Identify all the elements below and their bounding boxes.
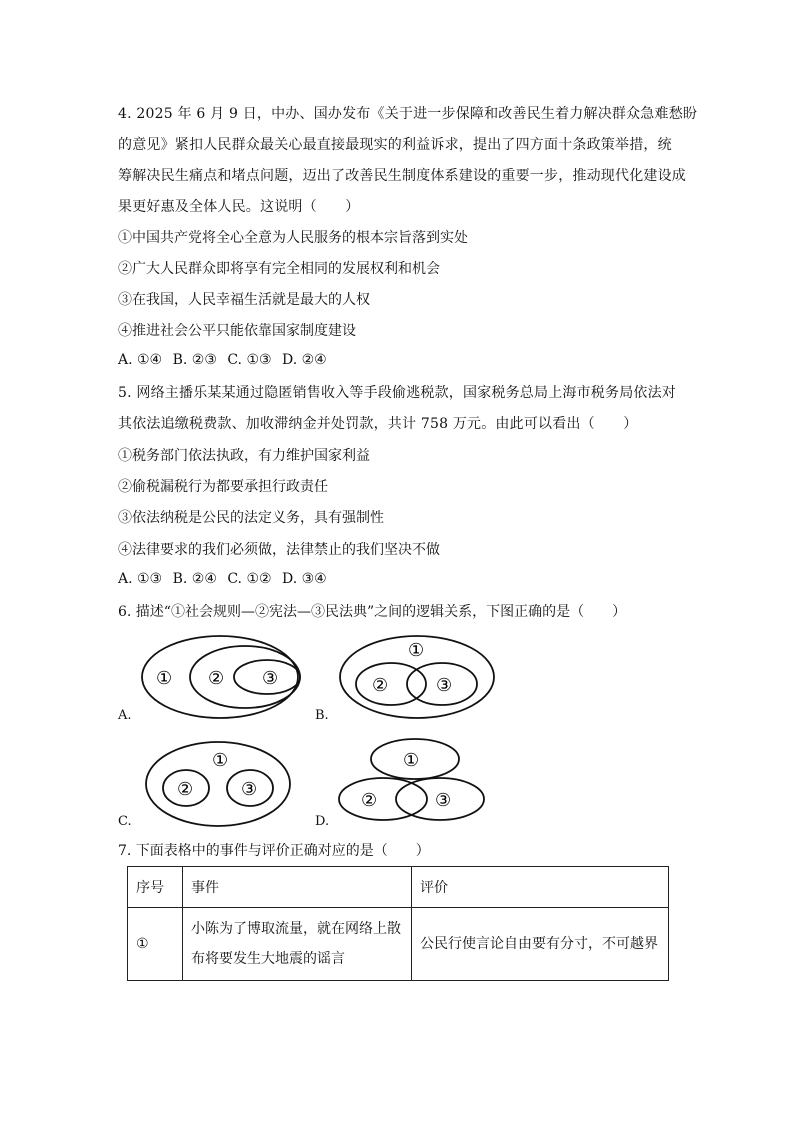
question-4-stem bbox=[118, 99, 698, 223]
header-event: 事件 bbox=[183, 867, 412, 908]
q4-item-2: ②广大人民群众即将享有完全相同的发展权利和机会 bbox=[118, 261, 440, 277]
diagram-c[interactable] bbox=[144, 738, 294, 830]
q5-choices bbox=[118, 571, 333, 587]
diagram-c-label-3: ③ bbox=[241, 779, 258, 800]
diagram-a-label-3: ③ bbox=[262, 668, 279, 689]
question-5-stem bbox=[118, 378, 678, 440]
q4-line-4: 果更好惠及全体人民。这说明（ ） bbox=[118, 199, 360, 215]
header-evaluation: 评价 bbox=[412, 867, 669, 908]
diagram-a-label-2: ② bbox=[208, 668, 225, 689]
header-number: 序号 bbox=[128, 867, 183, 908]
q5-item-2: ②偷税漏税行为都要承担行政责任 bbox=[118, 479, 328, 495]
row-event-line-2: 布将要发生大地震的谣言 bbox=[191, 951, 345, 967]
diagram-a-middle-ellipse bbox=[190, 646, 300, 708]
diagram-b[interactable] bbox=[338, 632, 498, 722]
event-evaluation-table bbox=[127, 866, 669, 981]
question-6-stem: 6. 描述“①社会规则—②宪法—③民法典”之间的逻辑关系，下图正确的是（ ） bbox=[118, 604, 627, 620]
diagram-d-label-1: ① bbox=[403, 750, 420, 771]
q4-choices bbox=[118, 352, 333, 368]
diagram-d-label-3: ③ bbox=[435, 790, 452, 811]
q5-line-1: 5. 网络主播乐某某通过隐匿销售收入等手段偷逃税款，国家税务总局上海市税务局依法对 bbox=[118, 385, 677, 401]
q4-choice-b[interactable]: B. ②③ bbox=[172, 352, 217, 368]
q4-line-2: 的意见》紧扣人民群众最关心最直接最现实的利益诉求，提出了四方面十条政策举措，统 bbox=[118, 137, 672, 153]
diagram-a-label-1: ① bbox=[156, 668, 173, 689]
q5-choice-d[interactable]: D. ③④ bbox=[282, 571, 327, 587]
row-evaluation: 公民行使言论自由要有分寸，不可越界 bbox=[412, 908, 669, 981]
row-event bbox=[183, 908, 412, 981]
diagram-b-label-2: ② bbox=[372, 675, 389, 696]
diagram-b-label-1: ① bbox=[408, 640, 425, 661]
q4-line-3: 筹解决民生痛点和堵点问题，迈出了改善民生制度体系建设的重要一步，推动现代化建设成 bbox=[118, 168, 686, 184]
diagram-d[interactable] bbox=[336, 738, 488, 824]
diagram-c-option[interactable]: C. bbox=[118, 814, 132, 829]
q4-item-3: ③在我国，人民幸福生活就是最大的人权 bbox=[118, 292, 370, 308]
diagram-d-left-ellipse bbox=[339, 778, 427, 820]
q5-line-2: 其依法追缴税费款、加收滞纳金并处罚款，共计 758 万元。由此可以看出（ ） bbox=[118, 416, 638, 432]
diagram-c-label-1: ① bbox=[212, 750, 229, 771]
diagram-c-label-2: ② bbox=[177, 779, 194, 800]
q5-choice-a[interactable]: A. ①③ bbox=[118, 571, 163, 587]
q4-choice-a[interactable]: A. ①④ bbox=[118, 352, 163, 368]
diagram-b-label-3: ③ bbox=[436, 675, 453, 696]
question-7-stem: 7. 下面表格中的事件与评价正确对应的是（ ） bbox=[118, 843, 430, 859]
diagram-a[interactable] bbox=[140, 632, 310, 722]
table-row bbox=[128, 908, 669, 981]
diagram-d-label-2: ② bbox=[361, 790, 378, 811]
q4-item-4: ④推进社会公平只能依靠国家制度建设 bbox=[118, 323, 356, 339]
q5-choice-c[interactable]: C. ①② bbox=[227, 571, 272, 587]
q4-choice-c[interactable]: C. ①③ bbox=[227, 352, 272, 368]
q5-item-4: ④法律要求的我们必须做，法律禁止的我们坚决不做 bbox=[118, 542, 440, 558]
table-header-row bbox=[128, 867, 669, 908]
q4-choice-d[interactable]: D. ②④ bbox=[282, 352, 327, 368]
row-event-line-1: 小陈为了博取流量，就在网络上散 bbox=[191, 921, 401, 937]
diagram-b-option[interactable]: B. bbox=[315, 708, 329, 723]
diagram-a-option[interactable]: A. bbox=[118, 708, 132, 723]
q4-line-1: 4. 2025 年 6 月 9 日，中办、国办发布《关于进一步保障和改善民生着力解决群众急难愁盼 bbox=[118, 106, 698, 122]
q5-item-1: ①税务部门依法执政，有力维护国家利益 bbox=[118, 448, 370, 464]
row-number: ① bbox=[128, 908, 183, 981]
q5-choice-b[interactable]: B. ②④ bbox=[172, 571, 217, 587]
q5-item-3: ③依法纳税是公民的法定义务，具有强制性 bbox=[118, 510, 384, 526]
q4-item-1: ①中国共产党将全心全意为人民服务的根本宗旨落到实处 bbox=[118, 230, 468, 246]
diagram-d-option[interactable]: D. bbox=[315, 814, 330, 829]
